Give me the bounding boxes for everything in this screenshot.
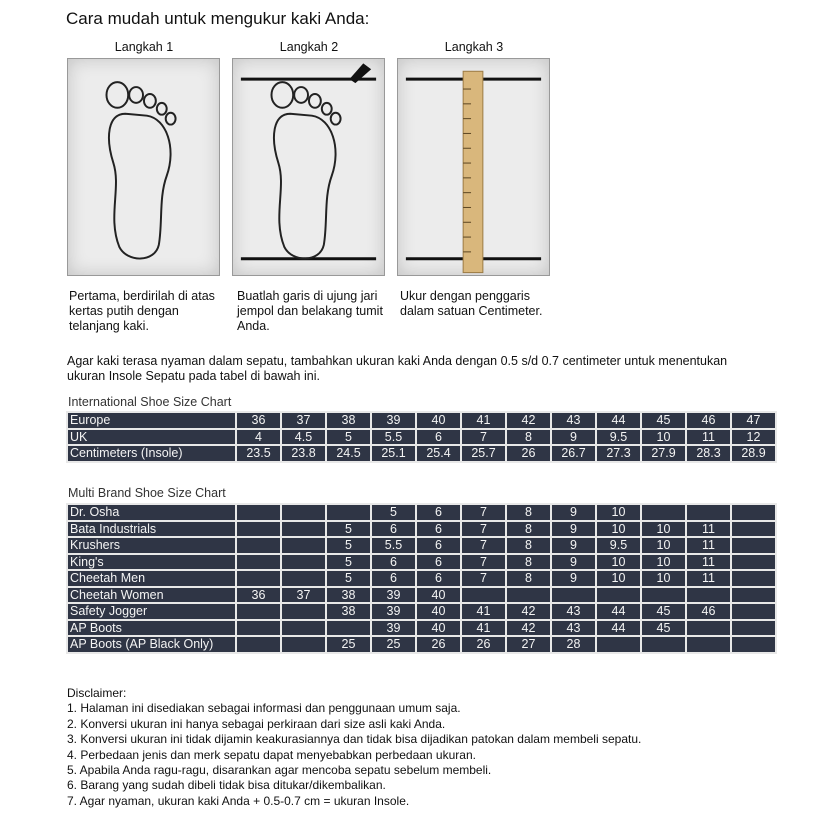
table-cell: 8 [506,429,551,446]
row-label: Europe [67,412,236,429]
table-cell [731,504,776,521]
table-cell: 7 [461,554,506,571]
table-cell [281,603,326,620]
table-cell: 9.5 [596,537,641,554]
table-cell: 23.8 [281,445,326,462]
multibrand-chart-title: Multi Brand Shoe Size Chart [68,486,226,500]
table-cell [281,537,326,554]
table-cell: 27.9 [641,445,686,462]
step-3-label: Langkah 3 [444,40,504,54]
table-cell [731,537,776,554]
table-cell [461,587,506,604]
row-label: Centimeters (Insole) [67,445,236,462]
table-cell: 11 [686,570,731,587]
table-cell [731,521,776,538]
table-cell: 6 [416,554,461,571]
table-cell: 26 [461,636,506,653]
table-cell: 5 [326,570,371,587]
table-row [67,570,776,587]
table-row [67,412,776,429]
table-cell: 11 [686,521,731,538]
table-cell: 39 [371,412,416,429]
table-row [67,587,776,604]
table-row [67,554,776,571]
table-cell: 44 [596,412,641,429]
table-cell: 43 [551,603,596,620]
table-cell [236,554,281,571]
table-cell [281,554,326,571]
table-cell: 25 [371,636,416,653]
table-cell: 25.1 [371,445,416,462]
disclaimer-item: 2. Konversi ukuran ini hanya sebagai perkiraan dari size asli kaki Anda. [67,716,446,731]
table-cell: 5 [326,537,371,554]
table-row [67,620,776,637]
footprint-icon [68,59,219,275]
table-cell: 11 [686,554,731,571]
table-cell: 12 [731,429,776,446]
table-cell: 43 [551,412,596,429]
table-cell: 44 [596,603,641,620]
row-label: Dr. Osha [67,504,236,521]
disclaimer-item: 5. Apabila Anda ragu-ragu, disarankan agar mencoba sepatu sebelum membeli. [67,763,492,778]
table-cell: 10 [641,570,686,587]
table-cell: 40 [416,412,461,429]
table-cell: 9 [551,521,596,538]
table-cell: 10 [641,554,686,571]
table-cell [731,636,776,653]
ruler-icon [398,59,549,275]
table-cell: 42 [506,412,551,429]
table-cell [281,636,326,653]
table-cell [236,537,281,554]
table-cell: 41 [461,620,506,637]
table-cell: 10 [596,554,641,571]
disclaimer [67,686,641,809]
table-cell: 36 [236,587,281,604]
multibrand-size-table [66,503,777,654]
disclaimer-item: 1. Halaman ini disediakan sebagai informasi dan penggunaan umum saja. [67,701,461,716]
table-row [67,537,776,554]
table-cell: 8 [506,537,551,554]
row-label: AP Boots (AP Black Only) [67,636,236,653]
table-cell [326,620,371,637]
table-cell: 36 [236,412,281,429]
table-cell: 7 [461,537,506,554]
step-1-label: Langkah 1 [114,40,174,54]
table-cell: 5.5 [371,429,416,446]
table-cell [641,587,686,604]
table-cell: 5 [326,429,371,446]
table-cell [731,620,776,637]
table-cell: 10 [641,537,686,554]
disclaimer-title: Disclaimer: [67,686,127,700]
table-cell: 10 [641,521,686,538]
row-label: UK [67,429,236,446]
step-2-caption: Buatlah garis di ujung jari jempol dan belakang tumit Anda. [237,289,383,333]
table-cell: 41 [461,412,506,429]
table-row [67,636,776,653]
footprint-with-lines-icon [233,59,384,275]
table-cell: 9 [551,554,596,571]
table-cell: 39 [371,587,416,604]
table-cell: 42 [506,620,551,637]
international-chart-title: International Shoe Size Chart [68,395,232,409]
table-cell [236,570,281,587]
table-cell: 23.5 [236,445,281,462]
table-cell [641,636,686,653]
table-cell: 5 [371,504,416,521]
table-cell: 6 [371,554,416,571]
row-label: Bata Industrials [67,521,236,538]
table-cell: 6 [416,429,461,446]
table-cell: 26.7 [551,445,596,462]
table-cell [281,504,326,521]
table-cell: 45 [641,412,686,429]
table-row [67,429,776,446]
table-cell: 8 [506,504,551,521]
table-cell [281,620,326,637]
table-cell [686,620,731,637]
table-cell: 40 [416,587,461,604]
page-title: Cara mudah untuk mengukur kaki Anda: [66,9,370,28]
table-cell: 7 [461,521,506,538]
table-cell: 37 [281,412,326,429]
table-cell: 38 [326,412,371,429]
table-cell: 6 [416,521,461,538]
table-cell [731,587,776,604]
table-cell: 7 [461,429,506,446]
table-cell: 40 [416,620,461,637]
table-cell: 9 [551,570,596,587]
table-cell [731,603,776,620]
table-row [67,521,776,538]
table-cell [641,504,686,521]
table-cell: 43 [551,620,596,637]
table-cell [236,603,281,620]
step-1-illustration [67,58,220,276]
table-cell: 39 [371,620,416,637]
disclaimer-item: 6. Barang yang sudah dibeli tidak bisa ditukar/dikembalikan. [67,778,386,793]
row-label: Cheetah Men [67,570,236,587]
table-cell [236,636,281,653]
table-cell [686,587,731,604]
table-cell: 5 [326,554,371,571]
table-cell: 6 [416,537,461,554]
table-cell: 8 [506,554,551,571]
table-cell: 45 [641,603,686,620]
table-cell: 10 [596,504,641,521]
table-cell: 38 [326,603,371,620]
table-cell [236,521,281,538]
table-cell: 25 [326,636,371,653]
step-3-illustration [397,58,550,276]
table-cell: 7 [461,570,506,587]
row-label: Krushers [67,537,236,554]
table-cell: 41 [461,603,506,620]
table-cell: 46 [686,603,731,620]
table-cell: 24.5 [326,445,371,462]
table-cell [236,504,281,521]
row-label: Safety Jogger [67,603,236,620]
table-cell [281,521,326,538]
table-cell [596,636,641,653]
table-cell: 28.3 [686,445,731,462]
table-cell: 28.9 [731,445,776,462]
table-cell: 38 [326,587,371,604]
table-cell: 4 [236,429,281,446]
table-cell [686,636,731,653]
table-cell: 45 [641,620,686,637]
table-cell [731,570,776,587]
table-cell [596,587,641,604]
table-cell: 9 [551,537,596,554]
table-cell [506,587,551,604]
table-cell: 46 [686,412,731,429]
table-cell: 26 [416,636,461,653]
table-cell: 8 [506,521,551,538]
table-cell: 10 [596,570,641,587]
table-cell [731,554,776,571]
table-cell: 11 [686,429,731,446]
row-label: AP Boots [67,620,236,637]
table-cell: 6 [371,521,416,538]
table-cell: 6 [416,570,461,587]
table-cell: 5.5 [371,537,416,554]
disclaimer-item: 3. Konversi ukuran ini tidak dijamin keakurasiannya dan tidak bisa dijadikan patokan dalam membeli sepatu. [67,732,642,747]
table-cell: 9.5 [596,429,641,446]
table-cell: 4.5 [281,429,326,446]
table-cell [551,587,596,604]
international-size-table [66,411,777,463]
table-cell: 6 [416,504,461,521]
table-cell: 27 [506,636,551,653]
disclaimer-item: 4. Perbedaan jenis dan merk sepatu dapat menyebabkan perbedaan ukuran. [67,747,476,762]
table-cell: 42 [506,603,551,620]
table-cell: 37 [281,587,326,604]
table-cell: 9 [551,504,596,521]
table-cell: 47 [731,412,776,429]
table-row [67,504,776,521]
table-cell: 9 [551,429,596,446]
table-cell: 10 [596,521,641,538]
table-cell: 40 [416,603,461,620]
table-cell: 26 [506,445,551,462]
row-label: Cheetah Women [67,587,236,604]
table-cell [281,570,326,587]
table-cell: 11 [686,537,731,554]
table-cell: 25.4 [416,445,461,462]
table-cell [326,504,371,521]
table-cell: 27.3 [596,445,641,462]
table-cell: 8 [506,570,551,587]
intro-text: Agar kaki terasa nyaman dalam sepatu, tambahkan ukuran kaki Anda dengan 0.5 s/d 0.7 centimeter untuk menentukan ukuran Insole Sepatu pada tabel di bawah ini. [67,354,728,383]
table-cell: 44 [596,620,641,637]
step-3-caption: Ukur dengan penggaris dalam satuan Centimeter. [400,289,543,318]
table-cell: 39 [371,603,416,620]
table-cell: 6 [371,570,416,587]
step-1-caption: Pertama, berdirilah di atas kertas putih dengan telanjang kaki. [69,289,215,333]
table-cell: 25.7 [461,445,506,462]
table-cell: 5 [326,521,371,538]
table-cell: 7 [461,504,506,521]
table-cell: 10 [641,429,686,446]
table-row [67,603,776,620]
table-cell: 28 [551,636,596,653]
row-label: King's [67,554,236,571]
step-2-illustration [232,58,385,276]
table-cell [236,620,281,637]
table-row [67,445,776,462]
step-2-label: Langkah 2 [279,40,339,54]
table-cell [686,504,731,521]
disclaimer-item: 7. Agar nyaman, ukuran kaki Anda + 0.5-0.7 cm = ukuran Insole. [67,793,410,808]
